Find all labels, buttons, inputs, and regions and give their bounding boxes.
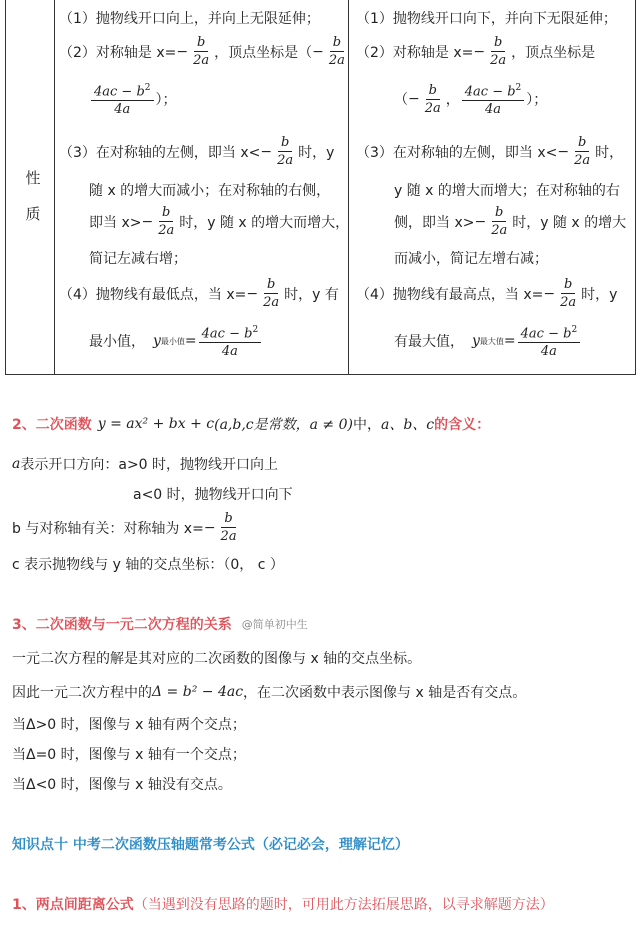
- right-p3-l4: 而减小，简记左增右减；: [394, 251, 548, 267]
- numerator: b: [278, 134, 292, 152]
- left-p4-text: （4）抛物线有最低点，当 x=: [59, 286, 247, 303]
- left-p2: [59, 34, 350, 69]
- left-p3-text: （3）在对称轴的左侧，即当 x<: [59, 144, 261, 161]
- s2-line-1-text: 表示开口方向：: [20, 457, 119, 473]
- right-p3-text: （3）在对称轴的左侧，即当 x<: [356, 144, 558, 161]
- numerator: [199, 322, 262, 343]
- minus: −: [408, 91, 420, 108]
- right-p4-text-2: 时，y: [581, 286, 618, 303]
- denominator: 4a: [540, 344, 557, 360]
- minus: −: [260, 143, 273, 160]
- fraction-b-over-2a: [571, 134, 593, 169]
- minus: −: [176, 43, 189, 60]
- discriminant-formula: Δ = b² − 4ac: [152, 684, 244, 700]
- a-var: a: [12, 456, 21, 472]
- fraction-vertex-y: [462, 80, 525, 118]
- coefficient-condition: (a,b,c是常数，a ≠ 0): [214, 417, 353, 433]
- denominator: 2a: [220, 529, 237, 544]
- label-char-2: 质: [25, 205, 41, 223]
- section-3-heading: [12, 614, 308, 634]
- left-p3-text-2: 时，y: [298, 144, 335, 161]
- numerator: b: [159, 204, 173, 222]
- s3-line-3: 当Δ>0 时，图像与 x 轴有两个交点；: [12, 717, 246, 733]
- s3-line-4: 当Δ=0 时，图像与 x 轴有一个交点；: [12, 747, 246, 763]
- fraction-b-over-2a: [190, 34, 212, 69]
- numerator: b: [194, 34, 208, 52]
- s3-line-5: 当Δ<0 时，图像与 x 轴没有交点。: [12, 777, 232, 793]
- s3-line-2-tail: ，在二次函数中表示图像与 x 轴是否有交点。: [243, 685, 527, 701]
- subscript-max: 最大值: [479, 336, 504, 346]
- right-p4-text: （4）抛物线有最高点，当 x=: [356, 286, 544, 303]
- distance-title: 1、两点间距离公式: [12, 897, 134, 913]
- left-p3-text-4: 时，y 随 x 的增大而增大，: [179, 214, 350, 231]
- numerator: b: [221, 510, 235, 528]
- fraction-b-over-2a: [218, 510, 240, 545]
- fraction-b-over-2a: [155, 204, 177, 239]
- fraction-vertex-y: [91, 80, 154, 118]
- num-text: 4ac − b: [201, 326, 253, 342]
- kp10-title: 知识点十 中考二次函数压轴题常考公式（必记必会，理解记忆）: [12, 837, 409, 853]
- fraction-vertex-y: [518, 322, 581, 360]
- numerator: [518, 322, 581, 343]
- subscript-min: 最小值: [160, 336, 185, 346]
- y-var: y: [472, 333, 480, 350]
- left-p2-close: ）；: [155, 92, 177, 109]
- right-p2: [356, 34, 595, 69]
- table-divider-1: [54, 0, 55, 374]
- section-2-heading: [12, 414, 490, 434]
- minus: −: [246, 285, 259, 302]
- row-label: [18, 160, 48, 232]
- numerator: b: [426, 82, 440, 100]
- close-paren: ）；: [526, 92, 548, 109]
- denominator: 2a: [193, 53, 210, 68]
- equals: =: [503, 333, 516, 350]
- watermark: @简单初中生: [241, 618, 308, 631]
- left-p4-text-2: 时，y 有: [284, 286, 339, 303]
- left-p4-l2: [89, 322, 263, 360]
- right-p1: （1）抛物线开口向下，并向下无限延伸；: [356, 11, 617, 27]
- numerator: b: [330, 34, 344, 52]
- right-p2-line2: [394, 80, 547, 118]
- denominator: 4a: [114, 102, 131, 118]
- fraction-b-over-2a: [422, 82, 444, 117]
- right-p2-text-2: ，顶点坐标是: [511, 44, 596, 61]
- minus: −: [473, 43, 486, 60]
- fraction-b-over-2a: [488, 204, 510, 239]
- s3-line-1: 一元二次方程的解是其对应的二次函数的图像与 x 轴的交点坐标。: [12, 651, 422, 667]
- right-p4-l2: [394, 322, 582, 360]
- square: 2: [144, 83, 151, 93]
- minus: −: [474, 213, 487, 230]
- s2-line-1-cond: a>0 时，抛物线开口向上: [118, 457, 279, 473]
- square: 2: [571, 325, 578, 335]
- num-text: 4ac − b: [520, 326, 572, 342]
- right-p4-l1: [356, 276, 617, 311]
- denominator: 4a: [221, 344, 238, 360]
- section-2-mid: 中，: [352, 417, 381, 433]
- s3-line-2: [12, 682, 526, 702]
- minus: −: [141, 213, 154, 230]
- denominator: 2a: [491, 223, 508, 238]
- fraction-b-over-2a: [274, 134, 296, 169]
- coefficients: a、b、c: [380, 417, 435, 433]
- s2-line-3: [12, 510, 242, 545]
- equals: =: [184, 333, 197, 350]
- left-p3-l2: 随 x 的增大而减小；在对称轴的右侧，: [89, 183, 331, 199]
- left-p4-text-3: 最小值，: [89, 334, 145, 351]
- left-p3-l4: 简记左减右增；: [89, 251, 187, 267]
- left-p2-line2: [89, 80, 177, 118]
- left-p3-l3: [89, 204, 349, 239]
- right-p4-text-3: 有最大值，: [394, 334, 464, 351]
- denominator: 2a: [263, 295, 280, 310]
- s2-line-2: a<0 时，抛物线开口向下: [133, 487, 293, 503]
- label-char-1: 性: [25, 169, 41, 187]
- minus: −: [543, 285, 556, 302]
- denominator: 2a: [158, 223, 175, 238]
- square: 2: [515, 83, 522, 93]
- numerator: b: [264, 276, 278, 294]
- left-p3-text-3: 即当 x>: [89, 214, 142, 231]
- section-2-title: 2、二次函数: [12, 417, 92, 433]
- right-p3-l3: [394, 204, 626, 239]
- denominator: 2a: [277, 153, 294, 168]
- fraction-b-over-2a: [326, 34, 348, 69]
- right-p3-text-3: 侧，即当 x>: [394, 214, 475, 231]
- denominator: 2a: [560, 295, 577, 310]
- s3-line-2-text: 因此一元二次方程中的: [12, 685, 152, 701]
- properties-table: [5, 0, 636, 375]
- minus: −: [557, 143, 570, 160]
- right-p3-l1: [356, 134, 623, 169]
- left-p2-text: （2）对称轴是 x=: [59, 44, 177, 61]
- denominator: 4a: [485, 102, 502, 118]
- numerator: [462, 80, 525, 101]
- distance-note: （当遇到没有思路的题时，可用此方法拓展思路，以寻求解题方法）: [133, 897, 554, 913]
- numerator: b: [575, 134, 589, 152]
- right-p2-text: （2）对称轴是 x=: [356, 44, 474, 61]
- s2-line-3-text: b 与对称轴有关：对称轴为 x=: [12, 520, 204, 537]
- right-p3-text-4: 时，y 随 x 的增大: [512, 214, 627, 231]
- knowledge-point-10-heading: [12, 834, 409, 854]
- denominator: 2a: [490, 53, 507, 68]
- section-3-title: 3、二次函数与一元二次方程的关系: [12, 617, 232, 633]
- s2-line-1: [12, 454, 278, 474]
- fraction-b-over-2a: [557, 276, 579, 311]
- fraction-b-over-2a: [260, 276, 282, 311]
- num-text: 4ac − b: [94, 84, 145, 100]
- square: 2: [252, 325, 259, 335]
- distance-formula-heading: [12, 894, 554, 914]
- numerator: [91, 80, 154, 101]
- numerator: b: [492, 204, 506, 222]
- fraction-b-over-2a: [487, 34, 509, 69]
- right-p3-text-2: 时，: [595, 144, 624, 161]
- left-p4-l1: [59, 276, 339, 311]
- left-p3-l1: [59, 134, 334, 169]
- fraction-vertex-y: [199, 322, 262, 360]
- right-p3-l2: y 随 x 的增大而增大；在对称轴的右: [394, 183, 620, 199]
- minus: −: [203, 519, 216, 536]
- num-text: 4ac − b: [464, 84, 516, 100]
- left-p1: （1）抛物线开口向上，并向上无限延伸；: [59, 11, 320, 27]
- section-2-tail: 的含义：: [434, 417, 491, 433]
- minus: −: [312, 43, 324, 60]
- s2-line-4: c 表示抛物线与 y 轴的交点坐标：（0， c ）: [12, 557, 284, 573]
- numerator: b: [561, 276, 575, 294]
- denominator: 2a: [424, 100, 441, 116]
- numerator: b: [491, 34, 505, 52]
- denominator: 2a: [574, 153, 591, 168]
- left-p2-text-2: ，顶点坐标是（: [214, 44, 313, 61]
- open-paren: （: [394, 92, 408, 109]
- y-var: y: [153, 333, 161, 350]
- denominator: 2a: [328, 53, 345, 68]
- quadratic-formula: y = ax² + bx + c: [97, 416, 215, 432]
- comma: ，: [445, 92, 460, 109]
